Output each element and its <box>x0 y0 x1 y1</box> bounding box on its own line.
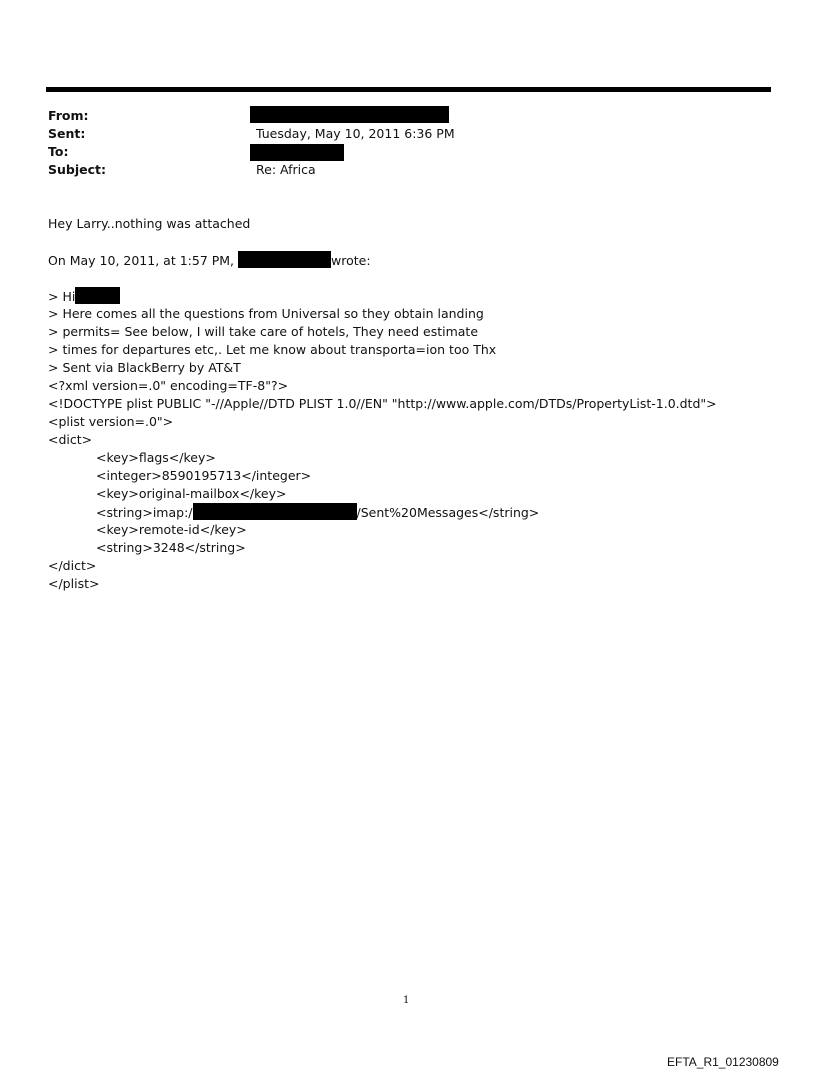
from-redaction <box>250 106 449 123</box>
closing-line: </plist> <box>48 576 100 591</box>
closing-line: </dict> <box>48 558 97 573</box>
dict-line: <key>remote-id</key> <box>96 522 247 537</box>
quoted-hi-text: > Hi <box>48 289 76 304</box>
quoted-hi-line <box>48 287 120 306</box>
quoted-line: > Here comes all the questions from Universal so they obtain landing <box>48 306 484 321</box>
xml-line: <plist version=.0"> <box>48 414 174 429</box>
sent-label: Sent: <box>48 126 86 141</box>
quote-intro-line <box>48 251 371 270</box>
name-redaction <box>75 287 120 304</box>
mailbox-redaction <box>193 503 357 520</box>
subject-label: Subject: <box>48 162 106 177</box>
quoted-line: > Sent via BlackBerry by AT&T <box>48 360 241 375</box>
quoted-line: > times for departures etc,. Let me know about transporta=ion too Thx <box>48 342 497 357</box>
imap-before: <string>imap:/ <box>96 505 193 520</box>
to-redaction <box>250 144 344 161</box>
xml-line: <?xml version=.0" encoding=TF-8"?> <box>48 378 289 393</box>
quote-intro-after: wrote: <box>331 253 371 268</box>
from-label: From: <box>48 108 89 123</box>
to-label: To: <box>48 144 69 159</box>
dict-line: <integer>8590195713</integer> <box>96 468 312 483</box>
imap-line <box>96 503 539 522</box>
xml-line: <dict> <box>48 432 93 447</box>
imap-after: /Sent%20Messages</string> <box>356 505 540 520</box>
xml-line: <!DOCTYPE plist PUBLIC "-//Apple//DTD PLIST 1.0//EN" "http://www.apple.com/DTDs/PropertyList-1.0.dtd"> <box>48 396 717 411</box>
dict-line: <key>original-mailbox</key> <box>96 486 287 501</box>
quote-intro-before: On May 10, 2011, at 1:57 PM, <box>48 253 235 268</box>
header-divider <box>46 87 771 92</box>
greeting-line: Hey Larry..nothing was attached <box>48 216 251 231</box>
sent-value: Tuesday, May 10, 2011 6:36 PM <box>256 126 455 141</box>
sender-redaction <box>238 251 331 268</box>
quoted-line: > permits= See below, I will take care of hotels, They need estimate <box>48 324 479 339</box>
bates-number: EFTA_R1_01230809 <box>667 1055 779 1069</box>
dict-line: <key>flags</key> <box>96 450 216 465</box>
page-number: 1 <box>403 995 410 1006</box>
subject-value: Re: Africa <box>256 162 316 177</box>
dict-line: <string>3248</string> <box>96 540 246 555</box>
